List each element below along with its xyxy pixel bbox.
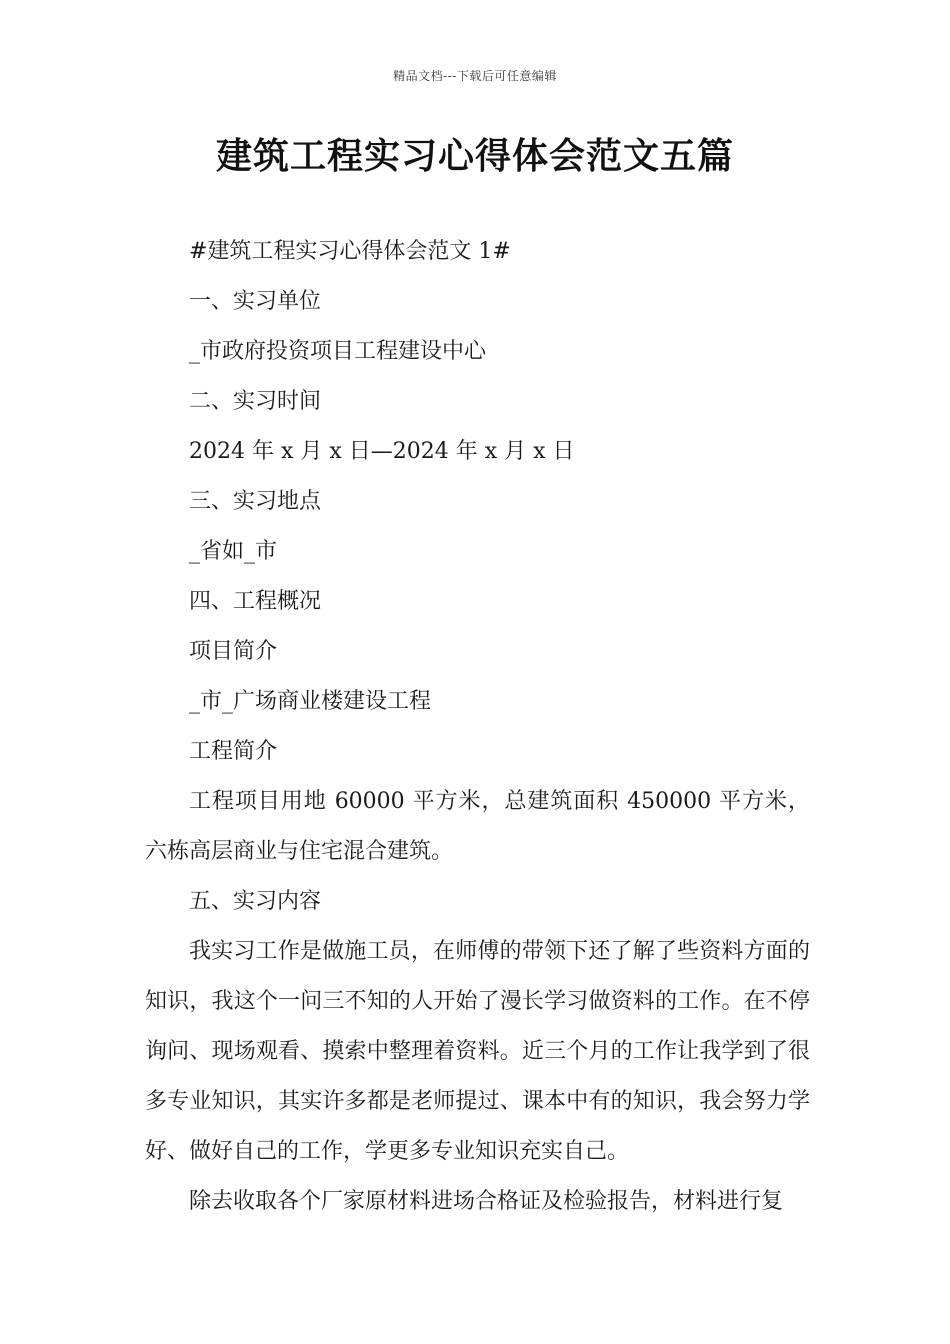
heading-project-overview: 四、工程概况 <box>189 589 322 614</box>
internship-content-paragraph-1: 我实习工作是做施工员，在师傅的带领下还了解了些资料方面的知识，我这个一问三不知的人开始了漫长学习做资料的工作。在不停询问、现场观看、摸索中整理着资料。近三个月的工作让我学到了很多专业知识，其实许多都是老师提过、课本中有的知识，我会努力学好、做好自己的工作，学更多专业知识充实自己。 <box>145 939 810 1164</box>
project-intro-label: 项目简介 <box>189 639 278 664</box>
heading-internship-place: 三、实习地点 <box>189 489 322 514</box>
internship-time-text: 2024 年 x 月 x 日—2024 年 x 月 x 日 <box>189 439 575 464</box>
heading-internship-content: 五、实习内容 <box>189 889 322 914</box>
heading-internship-unit: 一、实习单位 <box>189 289 322 314</box>
project-name-text: _市_广场商业楼建设工程 <box>189 689 432 714</box>
internship-place-text: _省如_市 <box>189 539 278 564</box>
section-heading: #建筑工程实习心得体会范文 1# <box>189 239 511 264</box>
engineering-intro-paragraph: 工程项目用地 60000 平方米，总建筑面积 450000 平方米，六栋高层商业与住宅混合建筑。 <box>145 789 810 864</box>
internship-content-paragraph-2: 除去收取各个厂家原材料进场合格证及检验报告，材料进行复 <box>189 1189 784 1214</box>
heading-internship-time: 二、实习时间 <box>189 389 322 414</box>
engineering-intro-label: 工程简介 <box>189 739 278 764</box>
internship-unit-text: _市政府投资项目工程建设中心 <box>189 339 487 364</box>
document-body <box>145 227 810 1227</box>
document-title: 建筑工程实习心得体会范文五篇 <box>215 135 734 177</box>
header-note: 精品文档---下载后可任意编辑 <box>393 69 557 83</box>
